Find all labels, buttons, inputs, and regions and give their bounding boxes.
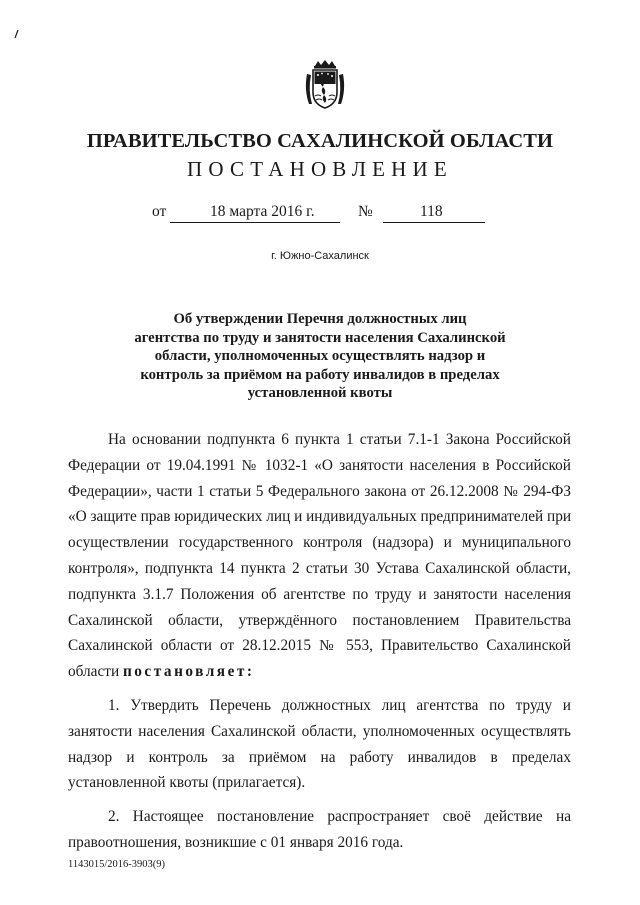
text-line: правоотношения, возникшие с 01 января 2016 года. bbox=[68, 833, 404, 851]
item-1-paragraph bbox=[68, 693, 571, 796]
date-number-line bbox=[0, 203, 640, 227]
text-line: Сахалинской области от 28.12.2015 № 553, Правительство Сахалинской bbox=[68, 637, 571, 655]
city-name: г. Южно-Сахалинск bbox=[271, 250, 369, 262]
document-date: 18 марта 2016 г. bbox=[210, 203, 315, 220]
subject-line: контроль за приёмом на работу инвалидов в пределах bbox=[140, 366, 500, 383]
text-line: занятости населения Сахалинской области, уполномоченных осуществлять bbox=[68, 722, 571, 740]
text-line: Федерации от 19.04.1991 № 1032-1 «О занятости населения в Российской bbox=[68, 456, 571, 474]
government-title: ПРАВИТЕЛЬСТВО САХАЛИНСКОЙ ОБЛАСТИ bbox=[86, 130, 554, 152]
document-number: 118 bbox=[420, 203, 443, 220]
text-line: Федерации», части 1 статьи 5 Федерального закона от 26.12.2008 № 294-ФЗ bbox=[68, 482, 571, 500]
date-prefix: от bbox=[152, 203, 167, 220]
text-line: На основании подпункта 6 пункта 1 статьи 7.1-1 Закона Российской bbox=[108, 431, 571, 448]
item-2-paragraph bbox=[68, 804, 571, 856]
text-line: подпункта 3.1.7 Положения об агентстве по труду и занятости населения bbox=[68, 585, 571, 603]
resolves-word: постановляет: bbox=[122, 663, 255, 681]
text-line-resolves bbox=[68, 659, 571, 685]
stray-mark bbox=[14, 30, 19, 38]
text-line: осуществлении государственного контроля (надзора) и муниципального bbox=[68, 534, 571, 552]
number-underline bbox=[383, 222, 485, 223]
document-body bbox=[68, 427, 571, 856]
subject-line: области, уполномоченных осуществлять надзор и bbox=[154, 348, 486, 365]
subject-line: агентства по труду и занятости населения Сахалинской bbox=[134, 329, 506, 346]
text-line: 2. Настоящее постановление распространяет своё действие на bbox=[108, 808, 571, 826]
preamble-end: области bbox=[68, 663, 120, 681]
text-line: Сахалинской области, утверждённого постановлением Правительства bbox=[68, 611, 571, 629]
date-underline bbox=[170, 222, 340, 223]
text-line: «О защите прав юридических лиц и индивидуальных предпринимателей при bbox=[68, 508, 572, 526]
document-code: 1143015/2016-3903(9) bbox=[68, 859, 166, 870]
subject-line: установленной квоты bbox=[247, 385, 393, 402]
text-line: контроля», подпункта 14 пункта 2 статьи 30 Устава Сахалинской области, bbox=[68, 559, 571, 577]
preamble-paragraph bbox=[68, 427, 571, 685]
subject-line: Об утверждении Перечня должностных лиц bbox=[173, 311, 467, 327]
document-type: ПОСТАНОВЛЕНИЕ bbox=[187, 157, 453, 181]
number-sign: № bbox=[358, 203, 373, 220]
coat-of-arms-icon bbox=[303, 60, 347, 110]
text-line: установленной квоты (прилагается). bbox=[68, 774, 306, 792]
text-line: надзор и контроль за приёмом на работу инвалидов в пределах bbox=[68, 748, 571, 766]
text-line: 1. Утвердить Перечень должностных лиц агентства по труду и bbox=[108, 696, 571, 714]
document-subject bbox=[100, 310, 540, 403]
